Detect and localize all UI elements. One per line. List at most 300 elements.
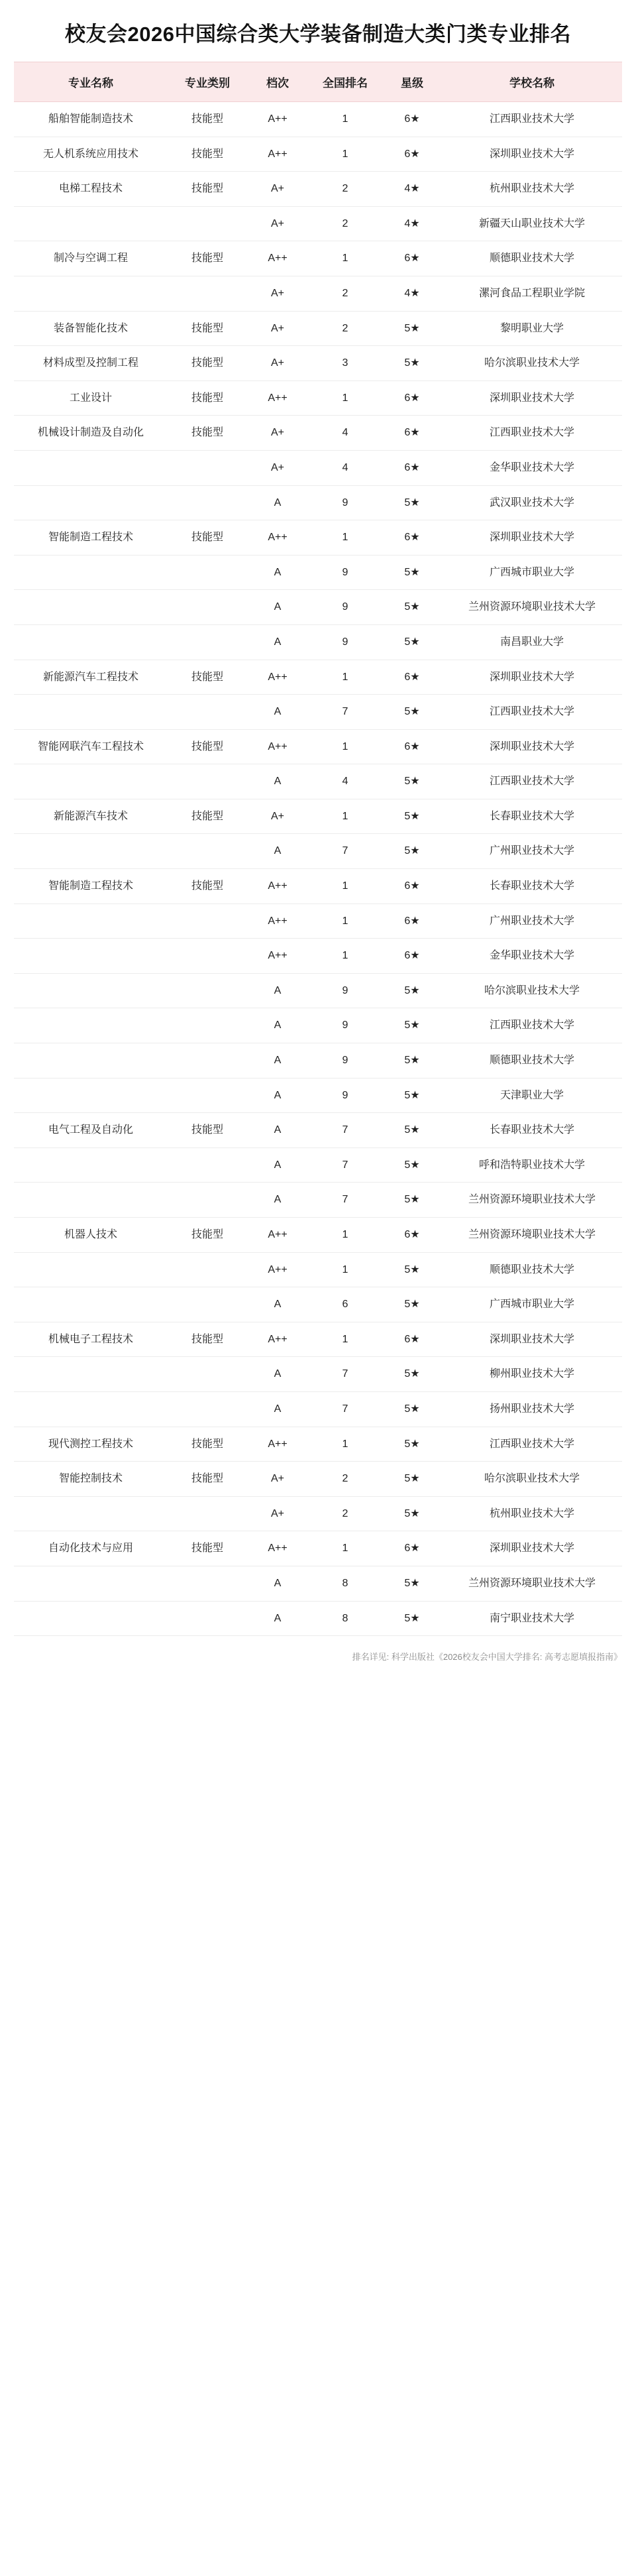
cell-type: 技能型 bbox=[168, 1462, 247, 1497]
table-row bbox=[14, 590, 622, 625]
cell-rank: 2 bbox=[308, 206, 382, 241]
cell-school: 江西职业技术大学 bbox=[442, 764, 622, 799]
cell-major: 智能控制技术 bbox=[14, 1462, 168, 1497]
cell-school: 柳州职业技术大学 bbox=[442, 1357, 622, 1392]
cell-star: 4★ bbox=[382, 206, 442, 241]
cell-rank: 1 bbox=[308, 939, 382, 974]
cell-major: 智能制造工程技术 bbox=[14, 520, 168, 556]
cell-type bbox=[168, 1287, 247, 1322]
header-row bbox=[14, 62, 622, 102]
cell-grade: A++ bbox=[247, 102, 308, 137]
cell-school: 兰州资源环境职业技术大学 bbox=[442, 590, 622, 625]
cell-star: 5★ bbox=[382, 1113, 442, 1148]
cell-rank: 9 bbox=[308, 1043, 382, 1079]
cell-rank: 7 bbox=[308, 1113, 382, 1148]
cell-rank: 8 bbox=[308, 1601, 382, 1636]
cell-school: 江西职业技术大学 bbox=[442, 1008, 622, 1043]
cell-star: 6★ bbox=[382, 1531, 442, 1566]
cell-grade: A bbox=[247, 485, 308, 520]
cell-major bbox=[14, 904, 168, 939]
cell-major: 工业设计 bbox=[14, 381, 168, 416]
table-row bbox=[14, 1218, 622, 1253]
cell-rank: 1 bbox=[308, 520, 382, 556]
cell-type bbox=[168, 1566, 247, 1601]
cell-major bbox=[14, 555, 168, 590]
cell-school: 深圳职业技术大学 bbox=[442, 137, 622, 172]
cell-type bbox=[168, 939, 247, 974]
cell-major bbox=[14, 1391, 168, 1427]
table-row bbox=[14, 939, 622, 974]
cell-type bbox=[168, 1601, 247, 1636]
cell-rank: 9 bbox=[308, 1078, 382, 1113]
table-row bbox=[14, 1566, 622, 1601]
cell-grade: A bbox=[247, 555, 308, 590]
table-row bbox=[14, 1183, 622, 1218]
cell-type: 技能型 bbox=[168, 1322, 247, 1357]
cell-major: 电气工程及自动化 bbox=[14, 1113, 168, 1148]
cell-star: 5★ bbox=[382, 1496, 442, 1531]
cell-major: 机械设计制造及自动化 bbox=[14, 416, 168, 451]
cell-rank: 1 bbox=[308, 241, 382, 276]
table-row bbox=[14, 450, 622, 485]
table-row bbox=[14, 1078, 622, 1113]
cell-type: 技能型 bbox=[168, 729, 247, 764]
cell-type: 技能型 bbox=[168, 1531, 247, 1566]
cell-rank: 1 bbox=[308, 1218, 382, 1253]
cell-grade: A+ bbox=[247, 172, 308, 207]
cell-grade: A+ bbox=[247, 346, 308, 381]
cell-school: 新疆天山职业技术大学 bbox=[442, 206, 622, 241]
cell-grade: A++ bbox=[247, 869, 308, 904]
cell-star: 6★ bbox=[382, 939, 442, 974]
cell-school: 深圳职业技术大学 bbox=[442, 729, 622, 764]
cell-star: 6★ bbox=[382, 241, 442, 276]
cell-type: 技能型 bbox=[168, 416, 247, 451]
cell-school: 兰州资源环境职业技术大学 bbox=[442, 1183, 622, 1218]
cell-school: 呼和浩特职业技术大学 bbox=[442, 1147, 622, 1183]
table-row bbox=[14, 904, 622, 939]
cell-star: 5★ bbox=[382, 695, 442, 730]
cell-school: 深圳职业技术大学 bbox=[442, 660, 622, 695]
cell-major bbox=[14, 1496, 168, 1531]
cell-grade: A bbox=[247, 590, 308, 625]
cell-rank: 9 bbox=[308, 555, 382, 590]
cell-major bbox=[14, 1183, 168, 1218]
cell-rank: 1 bbox=[308, 1252, 382, 1287]
cell-rank: 1 bbox=[308, 381, 382, 416]
cell-rank: 4 bbox=[308, 416, 382, 451]
cell-grade: A bbox=[247, 1601, 308, 1636]
table-row bbox=[14, 1252, 622, 1287]
table-row bbox=[14, 1357, 622, 1392]
cell-major bbox=[14, 624, 168, 660]
cell-major bbox=[14, 485, 168, 520]
cell-star: 6★ bbox=[382, 904, 442, 939]
cell-rank: 4 bbox=[308, 450, 382, 485]
cell-type: 技能型 bbox=[168, 869, 247, 904]
cell-major bbox=[14, 1008, 168, 1043]
cell-school: 扬州职业技术大学 bbox=[442, 1391, 622, 1427]
cell-rank: 9 bbox=[308, 973, 382, 1008]
cell-major bbox=[14, 834, 168, 869]
cell-type bbox=[168, 904, 247, 939]
table-row bbox=[14, 1322, 622, 1357]
table-row bbox=[14, 137, 622, 172]
cell-rank: 9 bbox=[308, 624, 382, 660]
footnote: 排名详见: 科学出版社《2026校友会中国大学排名: 高考志愿填报指南》 bbox=[352, 1652, 622, 1663]
cell-school: 哈尔滨职业技术大学 bbox=[442, 1462, 622, 1497]
cell-star: 5★ bbox=[382, 1183, 442, 1218]
table-row bbox=[14, 102, 622, 137]
table-row bbox=[14, 624, 622, 660]
cell-school: 天津职业大学 bbox=[442, 1078, 622, 1113]
cell-star: 5★ bbox=[382, 764, 442, 799]
cell-major bbox=[14, 764, 168, 799]
cell-star: 6★ bbox=[382, 416, 442, 451]
cell-star: 5★ bbox=[382, 1566, 442, 1601]
cell-school: 长春职业技术大学 bbox=[442, 869, 622, 904]
cell-school: 南昌职业大学 bbox=[442, 624, 622, 660]
cell-type bbox=[168, 624, 247, 660]
cell-type: 技能型 bbox=[168, 137, 247, 172]
cell-star: 6★ bbox=[382, 137, 442, 172]
cell-rank: 1 bbox=[308, 799, 382, 834]
header-star: 星级 bbox=[382, 62, 442, 102]
cell-type: 技能型 bbox=[168, 381, 247, 416]
cell-rank: 3 bbox=[308, 346, 382, 381]
table-row bbox=[14, 799, 622, 834]
table-row bbox=[14, 1147, 622, 1183]
cell-star: 5★ bbox=[382, 1147, 442, 1183]
cell-rank: 2 bbox=[308, 311, 382, 346]
cell-major bbox=[14, 450, 168, 485]
cell-rank: 1 bbox=[308, 1531, 382, 1566]
cell-type bbox=[168, 1496, 247, 1531]
cell-rank: 2 bbox=[308, 172, 382, 207]
cell-star: 5★ bbox=[382, 1078, 442, 1113]
cell-major: 电梯工程技术 bbox=[14, 172, 168, 207]
cell-major bbox=[14, 1078, 168, 1113]
cell-star: 6★ bbox=[382, 1322, 442, 1357]
cell-grade: A bbox=[247, 1287, 308, 1322]
table-row bbox=[14, 555, 622, 590]
cell-type bbox=[168, 834, 247, 869]
cell-type bbox=[168, 450, 247, 485]
cell-grade: A++ bbox=[247, 241, 308, 276]
cell-grade: A bbox=[247, 834, 308, 869]
cell-grade: A++ bbox=[247, 1218, 308, 1253]
cell-school: 顺德职业技术大学 bbox=[442, 1043, 622, 1079]
cell-star: 4★ bbox=[382, 276, 442, 311]
cell-type: 技能型 bbox=[168, 241, 247, 276]
cell-school: 长春职业技术大学 bbox=[442, 1113, 622, 1148]
table-row bbox=[14, 276, 622, 311]
cell-major bbox=[14, 1601, 168, 1636]
table-row bbox=[14, 520, 622, 556]
cell-school: 金华职业技术大学 bbox=[442, 450, 622, 485]
cell-star: 5★ bbox=[382, 1008, 442, 1043]
cell-school: 广州职业技术大学 bbox=[442, 904, 622, 939]
cell-school: 哈尔滨职业技术大学 bbox=[442, 973, 622, 1008]
cell-school: 杭州职业技术大学 bbox=[442, 1496, 622, 1531]
cell-grade: A bbox=[247, 1043, 308, 1079]
cell-star: 5★ bbox=[382, 1391, 442, 1427]
cell-rank: 1 bbox=[308, 729, 382, 764]
cell-type bbox=[168, 590, 247, 625]
cell-major: 自动化技术与应用 bbox=[14, 1531, 168, 1566]
cell-school: 杭州职业技术大学 bbox=[442, 172, 622, 207]
cell-grade: A bbox=[247, 764, 308, 799]
table-row bbox=[14, 381, 622, 416]
cell-school: 深圳职业技术大学 bbox=[442, 1531, 622, 1566]
cell-grade: A++ bbox=[247, 939, 308, 974]
table-row bbox=[14, 869, 622, 904]
table-row bbox=[14, 1043, 622, 1079]
cell-rank: 7 bbox=[308, 1183, 382, 1218]
table-row bbox=[14, 1601, 622, 1636]
cell-rank: 1 bbox=[308, 660, 382, 695]
table-row bbox=[14, 1462, 622, 1497]
cell-type bbox=[168, 1391, 247, 1427]
cell-grade: A bbox=[247, 1113, 308, 1148]
table-row bbox=[14, 206, 622, 241]
table-row bbox=[14, 1391, 622, 1427]
cell-rank: 7 bbox=[308, 1357, 382, 1392]
cell-type: 技能型 bbox=[168, 102, 247, 137]
cell-star: 5★ bbox=[382, 1043, 442, 1079]
cell-major: 船舶智能制造技术 bbox=[14, 102, 168, 137]
cell-rank: 9 bbox=[308, 590, 382, 625]
cell-type bbox=[168, 276, 247, 311]
table-row bbox=[14, 346, 622, 381]
cell-star: 5★ bbox=[382, 1357, 442, 1392]
cell-type: 技能型 bbox=[168, 1427, 247, 1462]
cell-rank: 1 bbox=[308, 869, 382, 904]
cell-grade: A+ bbox=[247, 1496, 308, 1531]
cell-major bbox=[14, 695, 168, 730]
cell-grade: A+ bbox=[247, 311, 308, 346]
cell-star: 6★ bbox=[382, 520, 442, 556]
cell-rank: 7 bbox=[308, 695, 382, 730]
cell-star: 5★ bbox=[382, 1462, 442, 1497]
table-row bbox=[14, 1287, 622, 1322]
cell-type: 技能型 bbox=[168, 1218, 247, 1253]
table-row bbox=[14, 695, 622, 730]
cell-grade: A++ bbox=[247, 729, 308, 764]
cell-school: 江西职业技术大学 bbox=[442, 416, 622, 451]
cell-star: 5★ bbox=[382, 1287, 442, 1322]
cell-grade: A bbox=[247, 1357, 308, 1392]
cell-rank: 8 bbox=[308, 1566, 382, 1601]
cell-star: 5★ bbox=[382, 624, 442, 660]
cell-grade: A bbox=[247, 1078, 308, 1113]
cell-star: 5★ bbox=[382, 834, 442, 869]
cell-star: 5★ bbox=[382, 555, 442, 590]
cell-grade: A bbox=[247, 1008, 308, 1043]
cell-major bbox=[14, 1147, 168, 1183]
cell-major: 机器人技术 bbox=[14, 1218, 168, 1253]
cell-star: 5★ bbox=[382, 311, 442, 346]
cell-grade: A bbox=[247, 1391, 308, 1427]
cell-type bbox=[168, 1078, 247, 1113]
header-major: 专业名称 bbox=[14, 62, 168, 102]
cell-school: 顺德职业技术大学 bbox=[442, 1252, 622, 1287]
cell-star: 5★ bbox=[382, 799, 442, 834]
cell-major bbox=[14, 973, 168, 1008]
cell-type bbox=[168, 1252, 247, 1287]
table-row bbox=[14, 485, 622, 520]
cell-rank: 1 bbox=[308, 904, 382, 939]
cell-type: 技能型 bbox=[168, 1113, 247, 1148]
cell-school: 兰州资源环境职业技术大学 bbox=[442, 1566, 622, 1601]
cell-school: 长春职业技术大学 bbox=[442, 799, 622, 834]
table-row bbox=[14, 834, 622, 869]
cell-school: 兰州资源环境职业技术大学 bbox=[442, 1218, 622, 1253]
cell-rank: 1 bbox=[308, 1322, 382, 1357]
table-row bbox=[14, 973, 622, 1008]
cell-grade: A++ bbox=[247, 381, 308, 416]
header-rank: 全国排名 bbox=[308, 62, 382, 102]
table-row bbox=[14, 416, 622, 451]
cell-major bbox=[14, 590, 168, 625]
ranking-table bbox=[14, 62, 622, 1636]
cell-grade: A+ bbox=[247, 1462, 308, 1497]
cell-grade: A+ bbox=[247, 416, 308, 451]
cell-major bbox=[14, 1252, 168, 1287]
cell-rank: 4 bbox=[308, 764, 382, 799]
cell-grade: A++ bbox=[247, 137, 308, 172]
cell-rank: 2 bbox=[308, 1462, 382, 1497]
table-row bbox=[14, 729, 622, 764]
table-row bbox=[14, 1496, 622, 1531]
cell-school: 金华职业技术大学 bbox=[442, 939, 622, 974]
cell-type: 技能型 bbox=[168, 660, 247, 695]
cell-star: 6★ bbox=[382, 102, 442, 137]
cell-rank: 1 bbox=[308, 1427, 382, 1462]
cell-school: 顺德职业技术大学 bbox=[442, 241, 622, 276]
cell-grade: A++ bbox=[247, 904, 308, 939]
cell-star: 5★ bbox=[382, 1252, 442, 1287]
table-row bbox=[14, 241, 622, 276]
table-row bbox=[14, 1427, 622, 1462]
cell-major: 机械电子工程技术 bbox=[14, 1322, 168, 1357]
table-row bbox=[14, 764, 622, 799]
cell-rank: 9 bbox=[308, 1008, 382, 1043]
cell-major bbox=[14, 206, 168, 241]
cell-grade: A bbox=[247, 695, 308, 730]
cell-major bbox=[14, 1566, 168, 1601]
cell-rank: 6 bbox=[308, 1287, 382, 1322]
cell-rank: 2 bbox=[308, 1496, 382, 1531]
cell-school: 黎明职业大学 bbox=[442, 311, 622, 346]
cell-type bbox=[168, 1183, 247, 1218]
page-title: 校友会2026中国综合类大学装备制造大类门类专业排名 bbox=[65, 23, 571, 46]
cell-school: 广西城市职业大学 bbox=[442, 1287, 622, 1322]
cell-type: 技能型 bbox=[168, 311, 247, 346]
cell-school: 江西职业技术大学 bbox=[442, 102, 622, 137]
cell-major: 新能源汽车技术 bbox=[14, 799, 168, 834]
cell-type: 技能型 bbox=[168, 172, 247, 207]
table-row bbox=[14, 172, 622, 207]
cell-grade: A bbox=[247, 973, 308, 1008]
cell-grade: A++ bbox=[247, 1252, 308, 1287]
cell-grade: A+ bbox=[247, 799, 308, 834]
cell-type bbox=[168, 764, 247, 799]
header-type: 专业类别 bbox=[168, 62, 247, 102]
table-row bbox=[14, 1008, 622, 1043]
cell-star: 6★ bbox=[382, 450, 442, 485]
cell-type bbox=[168, 973, 247, 1008]
cell-grade: A bbox=[247, 1147, 308, 1183]
cell-school: 江西职业技术大学 bbox=[442, 695, 622, 730]
table-row bbox=[14, 1531, 622, 1566]
cell-major bbox=[14, 1357, 168, 1392]
cell-type bbox=[168, 485, 247, 520]
cell-star: 6★ bbox=[382, 1218, 442, 1253]
cell-type bbox=[168, 555, 247, 590]
cell-major: 新能源汽车工程技术 bbox=[14, 660, 168, 695]
cell-grade: A++ bbox=[247, 1322, 308, 1357]
cell-star: 5★ bbox=[382, 590, 442, 625]
cell-grade: A+ bbox=[247, 206, 308, 241]
cell-grade: A+ bbox=[247, 276, 308, 311]
cell-star: 5★ bbox=[382, 485, 442, 520]
table-row bbox=[14, 660, 622, 695]
cell-major: 无人机系统应用技术 bbox=[14, 137, 168, 172]
cell-grade: A bbox=[247, 624, 308, 660]
table-row bbox=[14, 1113, 622, 1148]
cell-major bbox=[14, 276, 168, 311]
cell-star: 5★ bbox=[382, 973, 442, 1008]
cell-major: 材料成型及控制工程 bbox=[14, 346, 168, 381]
cell-star: 5★ bbox=[382, 1427, 442, 1462]
cell-major: 智能网联汽车工程技术 bbox=[14, 729, 168, 764]
cell-school: 江西职业技术大学 bbox=[442, 1427, 622, 1462]
cell-rank: 1 bbox=[308, 102, 382, 137]
cell-school: 南宁职业技术大学 bbox=[442, 1601, 622, 1636]
cell-school: 漯河食品工程职业学院 bbox=[442, 276, 622, 311]
cell-rank: 9 bbox=[308, 485, 382, 520]
cell-rank: 1 bbox=[308, 137, 382, 172]
cell-major: 现代测控工程技术 bbox=[14, 1427, 168, 1462]
cell-star: 6★ bbox=[382, 660, 442, 695]
cell-grade: A+ bbox=[247, 450, 308, 485]
cell-grade: A++ bbox=[247, 1531, 308, 1566]
cell-type bbox=[168, 206, 247, 241]
cell-type bbox=[168, 1357, 247, 1392]
header-school: 学校名称 bbox=[442, 62, 622, 102]
cell-school: 深圳职业技术大学 bbox=[442, 1322, 622, 1357]
cell-school: 武汉职业技术大学 bbox=[442, 485, 622, 520]
cell-star: 6★ bbox=[382, 729, 442, 764]
cell-star: 6★ bbox=[382, 381, 442, 416]
cell-major: 制冷与空调工程 bbox=[14, 241, 168, 276]
cell-school: 哈尔滨职业技术大学 bbox=[442, 346, 622, 381]
cell-grade: A++ bbox=[247, 520, 308, 556]
cell-star: 5★ bbox=[382, 346, 442, 381]
cell-type bbox=[168, 695, 247, 730]
cell-type: 技能型 bbox=[168, 799, 247, 834]
cell-major bbox=[14, 939, 168, 974]
cell-school: 深圳职业技术大学 bbox=[442, 381, 622, 416]
cell-school: 广州职业技术大学 bbox=[442, 834, 622, 869]
cell-grade: A++ bbox=[247, 660, 308, 695]
cell-rank: 2 bbox=[308, 276, 382, 311]
cell-rank: 7 bbox=[308, 1147, 382, 1183]
cell-star: 5★ bbox=[382, 1601, 442, 1636]
cell-type bbox=[168, 1043, 247, 1079]
cell-grade: A bbox=[247, 1566, 308, 1601]
